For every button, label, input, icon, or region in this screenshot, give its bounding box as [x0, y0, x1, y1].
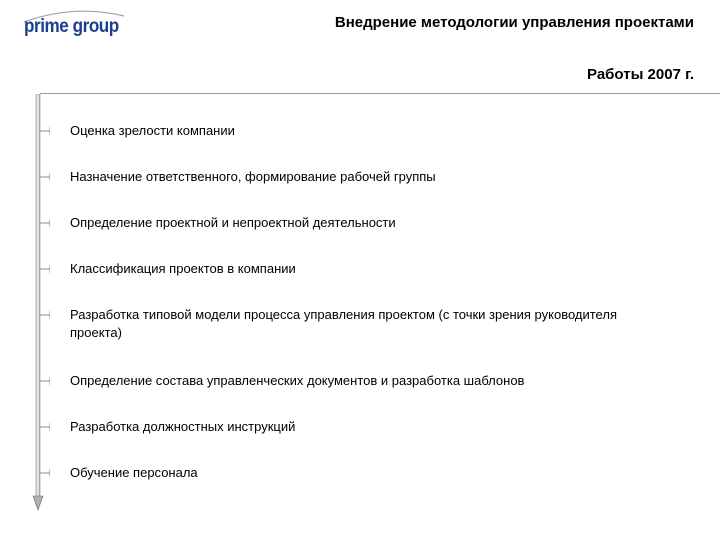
- timeline-ticks: [40, 128, 50, 476]
- work-item-6: Определение состава управленческих документов и разработка шаблонов: [70, 373, 525, 388]
- work-item-1: Оценка зрелости компании: [70, 123, 235, 138]
- page-subtitle: Работы 2007 г.: [587, 66, 694, 83]
- company-logo: [22, 10, 126, 44]
- page-title: Внедрение методологии управления проектами: [334, 14, 694, 31]
- work-item-2: Назначение ответственного, формирование рабочей группы: [70, 169, 436, 184]
- timeline-arrow: [30, 94, 50, 514]
- work-item-4: Классификация проектов в компании: [70, 261, 296, 276]
- header-divider: [40, 93, 720, 94]
- logo-text: prime group: [24, 16, 119, 37]
- work-item-8: Обучение персонала: [70, 465, 198, 480]
- work-item-7: Разработка должностных инструкций: [70, 419, 296, 434]
- work-item-3: Определение проектной и непроектной деятельности: [70, 215, 396, 230]
- work-item-5: Разработка типовой модели процесса управления проектом (с точки зрения руководителя проекта): [70, 307, 617, 340]
